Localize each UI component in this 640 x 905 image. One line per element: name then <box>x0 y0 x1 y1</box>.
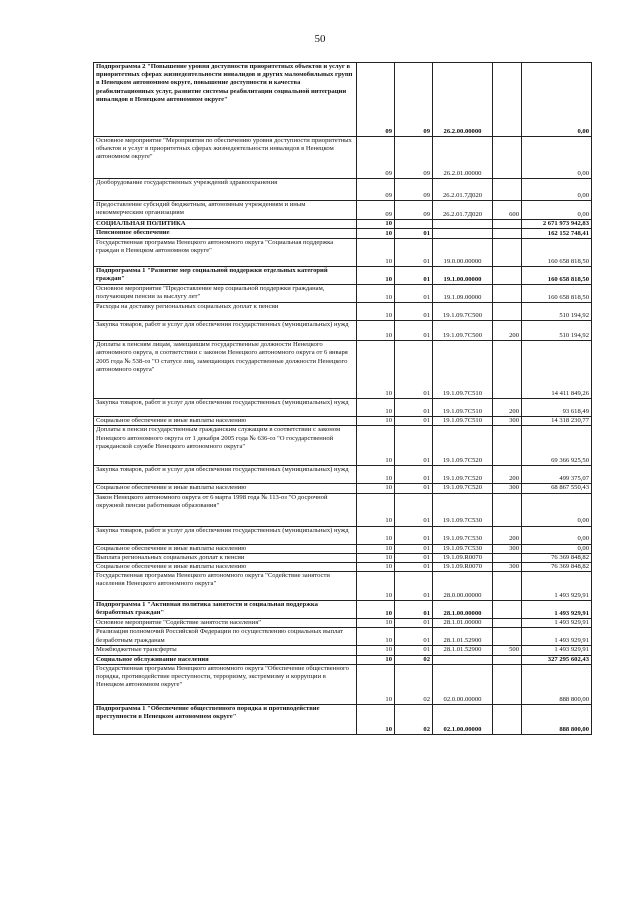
section-code-cell: 10 <box>357 239 395 267</box>
target-article-cell: 26.2.01.7Д020 <box>433 201 493 220</box>
expense-type-cell <box>493 285 522 303</box>
section-code-cell: 10 <box>357 484 395 493</box>
target-article-cell <box>433 220 493 229</box>
amount-cell: 0,00 <box>522 137 592 179</box>
target-article-cell: 19.1.09.7С520 <box>433 484 493 493</box>
target-article-cell: 19.1.09.7С530 <box>433 544 493 553</box>
section-code-cell: 10 <box>357 417 395 426</box>
table-row <box>94 572 592 601</box>
target-article-cell: 26.2.01.7Д020 <box>433 179 493 201</box>
table-row <box>94 341 592 399</box>
subsection-code-cell: 01 <box>395 426 433 466</box>
section-code-cell: 10 <box>357 426 395 466</box>
row-name-cell: Социальное обеспечение и иные выплаты населению <box>94 544 357 553</box>
section-code-cell: 10 <box>357 563 395 572</box>
expense-type-cell <box>493 664 522 704</box>
target-article-cell: 28.1.01.52900 <box>433 646 493 655</box>
section-code-cell: 10 <box>357 601 395 619</box>
expense-type-cell <box>493 553 522 562</box>
subsection-code-cell: 01 <box>395 239 433 267</box>
expense-type-cell: 300 <box>493 563 522 572</box>
expense-type-cell <box>493 229 522 239</box>
target-article-cell: 19.1.09.7С510 <box>433 341 493 399</box>
target-article-cell: 28.0.00.00000 <box>433 572 493 601</box>
table-row <box>94 201 592 220</box>
row-name-cell: Социальное обеспечение и иные выплаты населению <box>94 417 357 426</box>
subsection-code-cell: 01 <box>395 493 433 526</box>
table-row <box>94 179 592 201</box>
subsection-code-cell: 09 <box>395 63 433 137</box>
target-article-cell: 19.1.09.R0070 <box>433 553 493 562</box>
row-name-cell: Реализация полномочий Российской Федерации по осуществлению социальных выплат безработным гражданам <box>94 628 357 646</box>
row-name-cell: Закупка товаров, работ и услуг для обеспечения государственных (муниципальных) нужд <box>94 399 357 417</box>
section-code-cell: 09 <box>357 137 395 179</box>
target-article-cell: 19.1.09.7С530 <box>433 526 493 544</box>
target-article-cell: 02.1.00.00000 <box>433 704 493 734</box>
amount-cell: 499 375,07 <box>522 466 592 484</box>
row-name-cell: Предоставление субсидий бюджетным, автономным учреждениям и иным некоммерческим организациям <box>94 201 357 220</box>
subsection-code-cell: 01 <box>395 285 433 303</box>
table-row <box>94 484 592 493</box>
row-name-cell: Дооборудование государственных учреждений здравоохранения <box>94 179 357 201</box>
expense-type-cell: 600 <box>493 201 522 220</box>
table-row <box>94 267 592 285</box>
amount-cell: 1 493 929,91 <box>522 572 592 601</box>
target-article-cell: 19.1.09.7С520 <box>433 426 493 466</box>
subsection-code-cell: 01 <box>395 417 433 426</box>
subsection-code-cell: 01 <box>395 553 433 562</box>
row-name-cell: Государственная программа Ненецкого автономного округа "Содействие занятости населения Ненецкого автономного округа" <box>94 572 357 601</box>
subsection-code-cell: 02 <box>395 655 433 664</box>
table-row <box>94 655 592 664</box>
target-article-cell: 19.1.09.7С530 <box>433 493 493 526</box>
amount-cell: 0,00 <box>522 544 592 553</box>
subsection-code-cell: 01 <box>395 601 433 619</box>
amount-cell: 1 493 929,91 <box>522 601 592 619</box>
table-row <box>94 628 592 646</box>
section-code-cell: 10 <box>357 399 395 417</box>
subsection-code-cell <box>395 220 433 229</box>
expense-type-cell <box>493 601 522 619</box>
table-row <box>94 285 592 303</box>
target-article-cell: 19.0.00.00000 <box>433 239 493 267</box>
table-row <box>94 526 592 544</box>
amount-cell: 888 800,00 <box>522 704 592 734</box>
target-article-cell: 19.1.09.00000 <box>433 285 493 303</box>
subsection-code-cell: 01 <box>395 572 433 601</box>
section-code-cell: 10 <box>357 619 395 628</box>
amount-cell: 510 194,92 <box>522 321 592 341</box>
row-name-cell: Государственная программа Ненецкого автономного округа "Обеспечение общественного порядка, противодействие преступности, терроризму, экстремизму и коррупции в Ненецком автономном округе" <box>94 664 357 704</box>
subsection-code-cell: 01 <box>395 267 433 285</box>
amount-cell: 160 658 818,50 <box>522 267 592 285</box>
expense-type-cell <box>493 572 522 601</box>
section-code-cell: 10 <box>357 553 395 562</box>
subsection-code-cell: 01 <box>395 563 433 572</box>
row-name-cell: СОЦИАЛЬНАЯ ПОЛИТИКА <box>94 220 357 229</box>
table-row <box>94 417 592 426</box>
section-code-cell: 09 <box>357 179 395 201</box>
amount-cell: 160 658 818,50 <box>522 239 592 267</box>
amount-cell: 0,00 <box>522 201 592 220</box>
table-row <box>94 493 592 526</box>
section-code-cell: 10 <box>357 321 395 341</box>
target-article-cell: 02.0.00.00000 <box>433 664 493 704</box>
row-name-cell: Подпрограмма 1 "Активная политика занятости и социальная поддержка безработных граждан" <box>94 601 357 619</box>
amount-cell: 14 318 230,77 <box>522 417 592 426</box>
section-code-cell: 10 <box>357 267 395 285</box>
row-name-cell: Основное мероприятие "Мероприятия по обеспечению уровня доступности приоритетных объектов и услуг в приоритетных сферах жизнедеятельности инвалидов в Ненецком автономном округе" <box>94 137 357 179</box>
table-row <box>94 646 592 655</box>
section-code-cell: 10 <box>357 664 395 704</box>
row-name-cell: Государственная программа Ненецкого автономного округа "Социальная поддержка граждан в Ненецком автономном округе" <box>94 239 357 267</box>
expense-type-cell <box>493 63 522 137</box>
table-row <box>94 63 592 137</box>
budget-table-body <box>94 63 592 735</box>
row-name-cell: Подпрограмма 1 "Обеспечение общественного порядка и противодействие преступности в Ненецком автономном округе" <box>94 704 357 734</box>
section-code-cell: 10 <box>357 655 395 664</box>
table-row <box>94 704 592 734</box>
expense-type-cell: 200 <box>493 399 522 417</box>
expense-type-cell <box>493 628 522 646</box>
subsection-code-cell: 01 <box>395 341 433 399</box>
row-name-cell: Основное мероприятие "Предоставление мер социальной поддержки гражданам, получающим пенсии за выслугу лет" <box>94 285 357 303</box>
table-row <box>94 229 592 239</box>
section-code-cell: 10 <box>357 646 395 655</box>
target-article-cell: 19.1.09.7С510 <box>433 417 493 426</box>
target-article-cell <box>433 655 493 664</box>
row-name-cell: Выплата региональных социальных доплат к пенсии <box>94 553 357 562</box>
expense-type-cell <box>493 303 522 321</box>
subsection-code-cell: 01 <box>395 399 433 417</box>
amount-cell: 1 493 929,91 <box>522 646 592 655</box>
table-row <box>94 563 592 572</box>
expense-type-cell <box>493 619 522 628</box>
amount-cell: 14 411 849,26 <box>522 341 592 399</box>
subsection-code-cell: 02 <box>395 704 433 734</box>
amount-cell: 76 369 848,82 <box>522 553 592 562</box>
amount-cell: 510 194,92 <box>522 303 592 321</box>
row-name-cell: Социальное обеспечение и иные выплаты населению <box>94 484 357 493</box>
section-code-cell: 10 <box>357 572 395 601</box>
row-name-cell: Доплаты к пенсии государственным гражданским служащим в соответствии с законом Ненецкого автономного округа от 1 декабря 2005 года № 636-оз "О государственной гражданской службе Ненецкого автономного округа" <box>94 426 357 466</box>
target-article-cell: 19.1.09.7С500 <box>433 321 493 341</box>
subsection-code-cell: 01 <box>395 229 433 239</box>
row-name-cell: Социальное обеспечение и иные выплаты населению <box>94 563 357 572</box>
section-code-cell: 10 <box>357 341 395 399</box>
subsection-code-cell: 01 <box>395 484 433 493</box>
subsection-code-cell: 01 <box>395 526 433 544</box>
page-number: 50 <box>314 33 326 45</box>
row-name-cell: Закупка товаров, работ и услуг для обеспечения государственных (муниципальных) нужд <box>94 321 357 341</box>
row-name-cell: Социальное обслуживание населения <box>94 655 357 664</box>
subsection-code-cell: 02 <box>395 664 433 704</box>
amount-cell: 327 295 602,43 <box>522 655 592 664</box>
subsection-code-cell: 09 <box>395 179 433 201</box>
table-row <box>94 544 592 553</box>
expense-type-cell <box>493 704 522 734</box>
target-article-cell: 28.1.01.00000 <box>433 619 493 628</box>
amount-cell: 68 867 550,43 <box>522 484 592 493</box>
subsection-code-cell: 09 <box>395 201 433 220</box>
section-code-cell: 10 <box>357 704 395 734</box>
amount-cell: 1 493 929,91 <box>522 628 592 646</box>
expense-type-cell: 200 <box>493 526 522 544</box>
section-code-cell: 10 <box>357 628 395 646</box>
subsection-code-cell: 09 <box>395 137 433 179</box>
row-name-cell: Межбюджетные трансферты <box>94 646 357 655</box>
target-article-cell: 19.1.09.R0070 <box>433 563 493 572</box>
expense-type-cell: 500 <box>493 646 522 655</box>
subsection-code-cell: 01 <box>395 628 433 646</box>
target-article-cell: 19.1.09.7С510 <box>433 399 493 417</box>
expense-type-cell <box>493 137 522 179</box>
table-row <box>94 137 592 179</box>
subsection-code-cell: 01 <box>395 646 433 655</box>
row-name-cell: Закупка товаров, работ и услуг для обеспечения государственных (муниципальных) нужд <box>94 526 357 544</box>
section-code-cell: 10 <box>357 220 395 229</box>
target-article-cell: 28.1.01.52900 <box>433 628 493 646</box>
table-row <box>94 321 592 341</box>
amount-cell: 69 366 925,50 <box>522 426 592 466</box>
target-article-cell: 26.2.01.00000 <box>433 137 493 179</box>
subsection-code-cell: 01 <box>395 544 433 553</box>
budget-table <box>93 62 592 735</box>
subsection-code-cell: 01 <box>395 466 433 484</box>
amount-cell: 2 671 973 942,83 <box>522 220 592 229</box>
expense-type-cell: 200 <box>493 466 522 484</box>
amount-cell: 93 618,49 <box>522 399 592 417</box>
target-article-cell: 19.1.09.7С520 <box>433 466 493 484</box>
expense-type-cell: 200 <box>493 321 522 341</box>
target-article-cell: 28.1.00.00000 <box>433 601 493 619</box>
section-code-cell: 10 <box>357 526 395 544</box>
amount-cell: 1 493 929,91 <box>522 619 592 628</box>
expense-type-cell <box>493 179 522 201</box>
section-code-cell: 10 <box>357 229 395 239</box>
expense-type-cell <box>493 220 522 229</box>
section-code-cell: 10 <box>357 544 395 553</box>
row-name-cell: Основное мероприятие "Содействие занятости населения" <box>94 619 357 628</box>
amount-cell: 0,00 <box>522 63 592 137</box>
expense-type-cell <box>493 426 522 466</box>
table-row <box>94 426 592 466</box>
section-code-cell: 09 <box>357 201 395 220</box>
amount-cell: 0,00 <box>522 526 592 544</box>
section-code-cell: 10 <box>357 493 395 526</box>
table-row <box>94 619 592 628</box>
table-row <box>94 220 592 229</box>
amount-cell: 888 800,00 <box>522 664 592 704</box>
target-article-cell: 19.1.00.00000 <box>433 267 493 285</box>
expense-type-cell <box>493 493 522 526</box>
table-row <box>94 303 592 321</box>
amount-cell: 0,00 <box>522 493 592 526</box>
table-row <box>94 601 592 619</box>
row-name-cell: Расходы на доставку региональных социальных доплат к пенсии <box>94 303 357 321</box>
section-code-cell: 10 <box>357 303 395 321</box>
subsection-code-cell: 01 <box>395 619 433 628</box>
expense-type-cell <box>493 655 522 664</box>
amount-cell: 0,00 <box>522 179 592 201</box>
row-name-cell: Подпрограмма 2 "Повышение уровня доступности приоритетных объектов и услуг в приоритетных сферах жизнедеятельности инвалидов и других маломобильных групп в Ненецком автономном округе, повышение доступности и качества реабилитационных услуг, развитие системы реабилитации социальной интеграции инвалидов в Ненецком автономном округе" <box>94 63 357 137</box>
amount-cell: 160 658 818,50 <box>522 285 592 303</box>
target-article-cell: 19.1.09.7С500 <box>433 303 493 321</box>
row-name-cell: Доплаты к пенсиям лицам, замещавшим государственные должности Ненецкого автономного округа, в соответствии с законом Ненецкого автономного округа от 6 января 2005 года № 538-оз "О статусе лиц, замещающих государственные должности Ненецкого автономного округа" <box>94 341 357 399</box>
table-row <box>94 399 592 417</box>
target-article-cell <box>433 229 493 239</box>
expense-type-cell: 300 <box>493 417 522 426</box>
expense-type-cell: 300 <box>493 484 522 493</box>
section-code-cell: 10 <box>357 285 395 303</box>
table-row <box>94 239 592 267</box>
row-name-cell: Закупка товаров, работ и услуг для обеспечения государственных (муниципальных) нужд <box>94 466 357 484</box>
table-row <box>94 466 592 484</box>
subsection-code-cell: 01 <box>395 303 433 321</box>
amount-cell: 76 369 848,82 <box>522 563 592 572</box>
subsection-code-cell: 01 <box>395 321 433 341</box>
section-code-cell: 10 <box>357 466 395 484</box>
table-row <box>94 664 592 704</box>
expense-type-cell <box>493 341 522 399</box>
target-article-cell: 26.2.00.00000 <box>433 63 493 137</box>
table-row <box>94 553 592 562</box>
amount-cell: 162 152 748,41 <box>522 229 592 239</box>
row-name-cell: Закон Ненецкого автономного округа от 6 марта 1998 года № 113-оз "О досрочной окружной пенсии работникам образования" <box>94 493 357 526</box>
expense-type-cell: 300 <box>493 544 522 553</box>
expense-type-cell <box>493 267 522 285</box>
row-name-cell: Подпрограмма 1 "Развитие мер социальной поддержки отдельных категорий граждан" <box>94 267 357 285</box>
row-name-cell: Пенсионное обеспечение <box>94 229 357 239</box>
expense-type-cell <box>493 239 522 267</box>
section-code-cell: 09 <box>357 63 395 137</box>
